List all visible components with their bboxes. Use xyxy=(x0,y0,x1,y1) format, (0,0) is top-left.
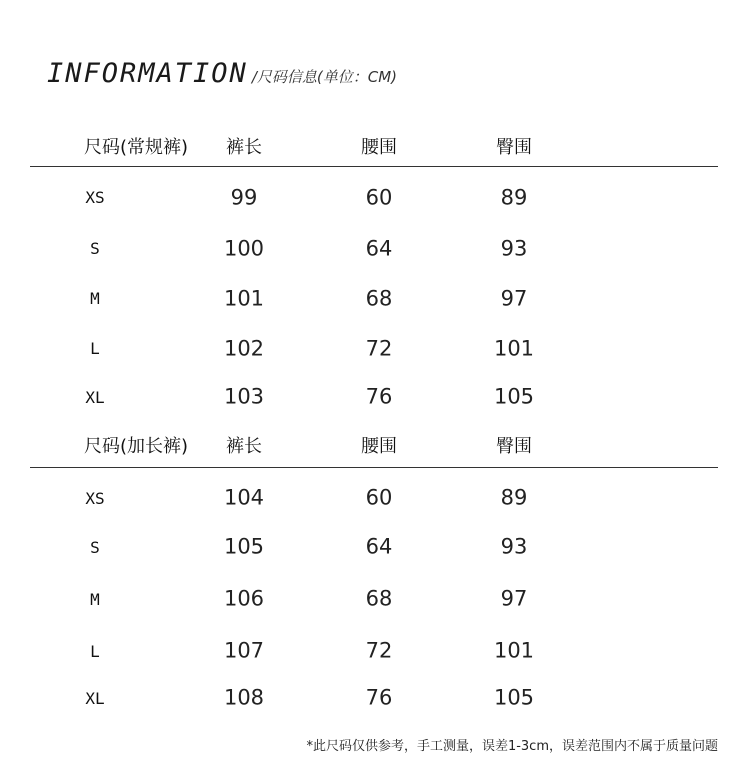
waist-value: 72 xyxy=(365,638,393,663)
length-value: 103 xyxy=(223,384,265,409)
title-subtitle: /尺码信息(单位：CM) xyxy=(251,68,397,86)
length-value: 100 xyxy=(223,236,265,261)
waist-value: 60 xyxy=(365,185,393,210)
waist-value: 68 xyxy=(365,286,393,311)
table-divider xyxy=(30,467,718,468)
header-size-regular: 尺码(常规裤) xyxy=(83,137,189,158)
footnote: *此尺码仅供参考，手工测量，误差1-3cm，误差范围内不属于质量问题 xyxy=(306,739,718,754)
title-main: INFORMATION xyxy=(47,58,248,89)
size-label: L xyxy=(90,339,100,358)
length-value: 99 xyxy=(230,185,258,210)
length-value: 104 xyxy=(223,485,265,510)
hip-value: 89 xyxy=(500,185,528,210)
page-title xyxy=(47,58,397,89)
length-value: 101 xyxy=(223,286,265,311)
header-waist: 腰围 xyxy=(361,436,397,457)
hip-value: 101 xyxy=(493,336,535,361)
hip-value: 89 xyxy=(500,485,528,510)
length-value: 108 xyxy=(223,685,265,710)
size-label: M xyxy=(90,289,100,308)
header-waist: 腰围 xyxy=(361,137,397,158)
header-size-long: 尺码(加长裤) xyxy=(83,436,189,457)
hip-value: 93 xyxy=(500,236,528,261)
waist-value: 64 xyxy=(365,236,393,261)
hip-value: 105 xyxy=(493,685,535,710)
size-label: S xyxy=(90,538,100,557)
waist-value: 76 xyxy=(365,685,393,710)
waist-value: 68 xyxy=(365,586,393,611)
size-label: XL xyxy=(85,689,105,708)
size-label: XL xyxy=(85,388,105,407)
size-label: S xyxy=(90,239,100,258)
waist-value: 72 xyxy=(365,336,393,361)
header-length: 裤长 xyxy=(226,436,262,457)
length-value: 105 xyxy=(223,534,265,559)
size-label: M xyxy=(90,590,100,609)
table-divider xyxy=(30,166,718,167)
size-label: L xyxy=(90,642,100,661)
hip-value: 101 xyxy=(493,638,535,663)
hip-value: 93 xyxy=(500,534,528,559)
hip-value: 97 xyxy=(500,586,528,611)
length-value: 106 xyxy=(223,586,265,611)
length-value: 102 xyxy=(223,336,265,361)
header-length: 裤长 xyxy=(226,137,262,158)
hip-value: 97 xyxy=(500,286,528,311)
header-hip: 臀围 xyxy=(496,436,532,457)
waist-value: 60 xyxy=(365,485,393,510)
waist-value: 64 xyxy=(365,534,393,559)
waist-value: 76 xyxy=(365,384,393,409)
length-value: 107 xyxy=(223,638,265,663)
hip-value: 105 xyxy=(493,384,535,409)
size-label: XS xyxy=(85,188,105,207)
header-hip: 臀围 xyxy=(496,137,532,158)
size-label: XS xyxy=(85,489,105,508)
